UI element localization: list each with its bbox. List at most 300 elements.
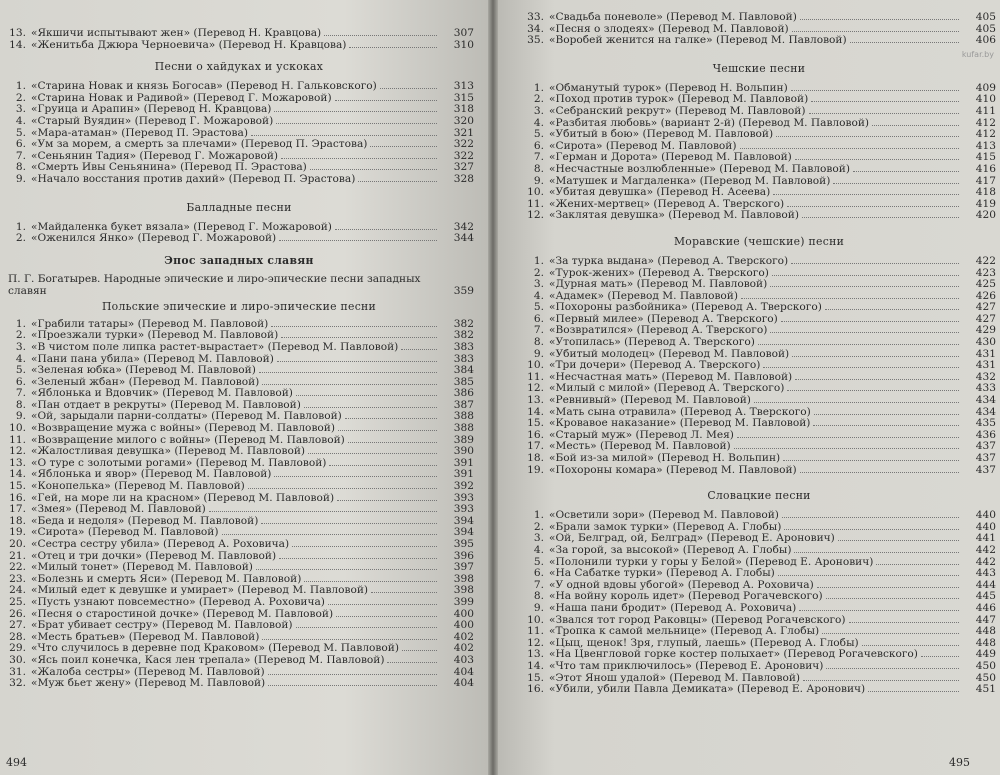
entry-page: 392 [453, 480, 474, 493]
entry-title: «Первый милее» (Перевод А. Тверского) [549, 313, 778, 325]
entry-number: 4. [533, 289, 544, 302]
page-number-left: 494 [6, 756, 27, 769]
entry-page: 393 [453, 503, 474, 516]
entry-page: 318 [453, 103, 474, 116]
toc-entry [4, 435, 474, 447]
leader-dots [853, 171, 959, 172]
leader-dots [262, 639, 437, 640]
entry-number: 19. [9, 526, 26, 539]
entry-page: 410 [975, 93, 996, 106]
entry-title: «Сеньянин Тадия» (Перевод Г. Можаровой) [31, 150, 279, 162]
entry-title: «За турка выдана» (Перевод А. Тверского) [549, 255, 789, 267]
leader-dots [370, 146, 437, 147]
entry-title: «Возвращение милого с войны» (Перевод М. Павловой) [31, 434, 345, 446]
entry-number: 35. [527, 34, 544, 47]
toc-entry [4, 330, 474, 342]
entry-title: «О туре с золотыми рогами» (Перевод М. Павловой) [31, 457, 327, 469]
leader-dots [262, 384, 437, 385]
leader-dots [274, 111, 437, 112]
leader-dots [268, 685, 437, 686]
left-page [0, 0, 492, 775]
entry-title: «Милый едет к девушке и умирает» (Перевод М. Павловой) [31, 585, 369, 597]
entry-title: «Ой, Белград, ой, Белград» (Перевод Е. Аронович) [549, 533, 835, 545]
leader-dots [850, 42, 959, 43]
entry-page: 388 [453, 422, 474, 435]
entry-title: «Оженился Янко» (Перевод Г. Можаровой) [31, 233, 277, 245]
entry-title: «Что там приключилось» (Перевод Е. Аронович) [549, 660, 824, 672]
entry-title: «Брат убивает сестру» (Перевод М. Павловой) [31, 620, 293, 632]
entry-title: «Старый Вуядин» (Перевод Г. Можаровой) [31, 115, 274, 127]
entry-title: «Проезжали турки» (Перевод М. Павловой) [31, 330, 279, 342]
entry-title: «Жалостливая девушка» (Перевод М. Павловой) [31, 446, 306, 458]
leader-dots [833, 183, 959, 184]
entry-number: 7. [533, 578, 544, 591]
leader-dots [737, 437, 959, 438]
entry-page: 405 [975, 22, 996, 35]
entry-page: 441 [975, 532, 996, 545]
entry-title: «Грабили татары» (Перевод М. Павловой) [31, 318, 269, 330]
entry-title: «Майдаленка букет вязала» (Перевод Г. Можаровой) [31, 221, 332, 233]
toc-entry [522, 176, 996, 188]
entry-page: 344 [453, 232, 474, 245]
toc-entry [4, 388, 474, 400]
toc-entry [4, 562, 474, 574]
leader-dots [868, 691, 959, 692]
leader-dots [248, 488, 437, 489]
entry-number: 25. [9, 595, 26, 608]
entry-title: «За горой, за высокой» (Перевод А. Глобы) [549, 544, 792, 556]
leader-dots [279, 558, 437, 559]
entry-title: «Убили, убили Павла Демиката» (Перевод Е. Аронович) [549, 684, 866, 696]
leader-dots [825, 309, 959, 310]
entry-page: 400 [453, 619, 474, 632]
entry-title: «Пусть узнают повсеместно» (Перевод А. Роховича) [31, 596, 325, 608]
leader-dots [838, 540, 959, 541]
entry-page: 447 [975, 613, 996, 626]
entry-number: 16. [527, 428, 544, 441]
entry-page: 427 [975, 312, 996, 325]
entry-page: 315 [453, 91, 474, 104]
toc-entry [522, 395, 996, 407]
entry-title: «Яблонька и явор» (Перевод М. Павловой) [31, 469, 272, 481]
entry-page: 398 [453, 572, 474, 585]
leader-dots [862, 645, 959, 646]
entry-title: «Жених-мертвец» (Перевод А. Тверского) [549, 198, 785, 210]
leader-dots [329, 465, 437, 466]
entry-number: 8. [533, 590, 544, 603]
entry-number: 23. [9, 572, 26, 585]
entry-title: «Убитый молодец» (Перевод М. Павловой) [549, 348, 790, 360]
toc-entry [4, 116, 474, 128]
entry-title: «На Сабатке турки» (Перевод А. Глобы) [549, 568, 775, 580]
entry-title: «Что случилось в деревне под Краковом» (Перевод М. Павловой) [31, 643, 399, 655]
entry-page: 436 [975, 428, 996, 441]
toc-entry [4, 411, 474, 423]
entry-title: «Милый тонет» (Перевод М. Павловой) [31, 562, 253, 574]
entry-number: 18. [527, 452, 544, 464]
toc-entry [4, 423, 474, 435]
toc-entry [4, 400, 474, 412]
toc-entry [522, 649, 996, 661]
leader-dots [763, 367, 959, 368]
toc-entry [522, 360, 996, 372]
entry-page: 431 [975, 347, 996, 360]
toc-entry [4, 128, 474, 140]
section-title-czech: Чешские песни [712, 61, 806, 75]
leader-dots [276, 123, 437, 124]
entry-number: 10. [527, 613, 544, 626]
entry-number: 8. [15, 161, 26, 174]
leader-dots [338, 430, 437, 431]
toc-entry [522, 106, 996, 118]
entry-number: 10. [527, 186, 544, 199]
entry-number: 30. [9, 653, 26, 666]
entry-number: 27. [9, 619, 26, 632]
leader-dots [817, 587, 959, 588]
entry-page: 327 [453, 161, 474, 174]
toc-list-polish [4, 319, 474, 690]
entry-number: 10. [9, 422, 26, 435]
entry-number: 1. [15, 80, 26, 93]
toc-entry [522, 603, 996, 615]
leader-dots [281, 337, 437, 338]
entry-number: 12. [527, 636, 544, 649]
leader-dots [209, 511, 437, 512]
entry-number: 14. [527, 659, 544, 672]
toc-entry [522, 118, 996, 130]
leader-dots [795, 159, 959, 160]
entry-title: «Несчастные возлюбленные» (Перевод М. Павловой) [549, 163, 850, 175]
entry-title: «Пани пана убила» (Перевод М. Павловой) [31, 353, 274, 365]
toc-list-continued [522, 12, 996, 47]
toc-entry [4, 222, 474, 234]
toc-entry [4, 678, 474, 690]
toc-list-haiduk [4, 81, 474, 185]
entry-number: 17. [9, 503, 26, 516]
entry-number: 4. [533, 543, 544, 556]
entry-number: 9. [533, 601, 544, 614]
toc-entry [522, 256, 996, 268]
entry-page: 415 [975, 151, 996, 164]
entry-title: «Похороны комара» (Перевод М. Павловой) [549, 464, 797, 476]
leader-dots [740, 148, 959, 149]
entry-number: 17. [527, 440, 544, 453]
leader-dots [261, 523, 437, 524]
entry-page: 383 [453, 352, 474, 365]
entry-page: 391 [453, 468, 474, 481]
entry-title: «Песня о старостиной дочке» (Перевод М. Павловой) [31, 608, 334, 620]
entry-title: «Турок-жених» (Перевод А. Тверского) [549, 267, 769, 279]
leader-dots [758, 344, 959, 345]
toc-entry [522, 591, 996, 603]
toc-entry [522, 291, 996, 303]
entry-page: 434 [975, 405, 996, 418]
entry-title: «Сестра сестру убила» (Перевод А. Роховича) [31, 539, 290, 550]
entry-page: 450 [975, 659, 996, 672]
entry-number: 6. [533, 139, 544, 152]
entry-number: 26. [9, 607, 26, 620]
entry-number: 21. [9, 549, 26, 562]
entry-page: 427 [975, 301, 996, 314]
toc-entry [4, 609, 474, 621]
toc-entry [522, 465, 996, 477]
entry-title: «Свадьба поневоле» (Перевод М. Павловой) [549, 12, 797, 23]
section-title-moravian: Моравские (чешские) песни [673, 234, 845, 248]
entry-page: 402 [453, 630, 474, 643]
entry-title: «Груица и Арапин» (Перевод Н. Кравцова) [31, 104, 272, 116]
toc-entry [4, 655, 474, 667]
entry-title: «Яблонька и Вдовчик» (Перевод М. Павловой) [31, 388, 293, 400]
entry-page: 387 [453, 398, 474, 411]
entry-number: 9. [533, 347, 544, 360]
toc-entry [522, 141, 996, 153]
entry-page: 398 [453, 584, 474, 597]
leader-dots [872, 125, 959, 126]
entry-number: 15. [9, 480, 26, 493]
entry-number: 11. [9, 433, 26, 446]
entry-page: 443 [975, 567, 996, 580]
leader-dots [348, 442, 437, 443]
entry-page: 394 [453, 514, 474, 527]
entry-number: 7. [533, 151, 544, 164]
toc-entry [4, 504, 474, 516]
toc-entry [4, 585, 474, 597]
toc-entry [4, 551, 474, 563]
entry-page: 409 [975, 81, 996, 94]
entry-number: 22. [9, 561, 26, 574]
leader-dots [324, 35, 437, 36]
entry-number: 15. [527, 671, 544, 684]
toc-entry [522, 129, 996, 141]
leader-dots [387, 662, 437, 663]
leader-dots [337, 500, 437, 501]
entry-number: 1. [533, 81, 544, 94]
entry-title: «Зеленая юбка» (Перевод М. Павловой) [31, 365, 256, 377]
entry-page: 391 [453, 456, 474, 469]
entry-title: «Женитьба Джюра Черноевича» (Перевод Н. Кравцова) [31, 39, 347, 51]
toc-entry [522, 545, 996, 557]
entry-title: «Гей, на море ли на красном» (Перевод М. Павловой) [31, 492, 335, 504]
entry-number: 8. [533, 336, 544, 349]
entry-page: 404 [453, 665, 474, 678]
entry-page: 396 [453, 549, 474, 562]
entry-page: 388 [453, 410, 474, 423]
entry-number: 34. [527, 22, 544, 35]
entry-page: 437 [975, 440, 996, 453]
entry-page: 418 [975, 186, 996, 199]
leader-dots [811, 101, 959, 102]
leader-dots [803, 680, 959, 681]
toc-entry [522, 325, 996, 337]
leader-dots [794, 552, 959, 553]
entry-title: «Жалоба сестры» (Перевод М. Павловой) [31, 666, 265, 678]
entry-page: 444 [975, 578, 996, 591]
watermark: kufar.by [961, 50, 994, 59]
toc-entry [522, 314, 996, 326]
toc-entry [4, 342, 474, 354]
toc-entry [4, 667, 474, 679]
entry-title: «Сирота» (Перевод М. Павловой) [549, 140, 737, 152]
leader-dots [279, 240, 437, 241]
leader-dots [277, 361, 437, 362]
leader-dots [296, 627, 437, 628]
toc-entry [522, 383, 996, 395]
entry-number: 14. [527, 405, 544, 418]
entry-page: 448 [975, 625, 996, 638]
leader-dots [772, 275, 959, 276]
toc-entry [522, 510, 996, 522]
leader-dots [380, 88, 437, 89]
entry-title: «Старый муж» (Перевод Л. Мея) [549, 429, 734, 441]
entry-page: 384 [453, 364, 474, 377]
entry-number: 12. [527, 209, 544, 222]
entry-title: «На войну король идет» (Перевод Рогачевского) [549, 591, 823, 603]
leader-dots [345, 418, 437, 419]
entry-title: «Старина Новак и Радивой» (Перевод Г. Можаровой) [31, 92, 332, 104]
toc-entry [522, 35, 996, 47]
leader-dots [256, 569, 437, 570]
leader-dots [281, 158, 437, 159]
entry-page: 431 [975, 359, 996, 372]
entry-page: 382 [453, 317, 474, 330]
leader-dots [328, 604, 437, 605]
toc-entry [4, 458, 474, 470]
entry-page: 310 [453, 38, 474, 51]
entry-page: 322 [453, 149, 474, 162]
leader-dots [268, 674, 437, 675]
leader-dots [271, 326, 437, 327]
entry-page: 393 [453, 491, 474, 504]
leader-dots [792, 356, 959, 357]
entry-page: 423 [975, 266, 996, 279]
toc-entry [522, 302, 996, 314]
entry-page: 417 [975, 174, 996, 187]
entry-title: «Зеленый жбан» (Перевод М. Павловой) [31, 376, 260, 388]
entry-page: 313 [453, 80, 474, 93]
entry-page: 433 [975, 382, 996, 395]
entry-page: 382 [453, 329, 474, 342]
toc-entry [4, 539, 474, 551]
toc-entry [4, 481, 474, 493]
toc-entry [4, 446, 474, 458]
leader-dots [784, 529, 959, 530]
entry-page: 450 [975, 671, 996, 684]
entry-title: «Убитая девушка» (Перевод Н. Асеева) [549, 187, 771, 199]
toc-entry [522, 626, 996, 638]
entry-number: 5. [533, 555, 544, 568]
entry-page: 406 [975, 34, 996, 47]
entry-title: «Несчастная мать» (Перевод М. Павловой) [549, 371, 793, 383]
entry-number: 29. [9, 642, 26, 655]
entry-title: «Воробей женится на галке» (Перевод М. Павловой) [549, 35, 847, 47]
leader-dots [778, 575, 959, 576]
entry-number: 5. [15, 126, 26, 139]
toc-entry [4, 139, 474, 151]
toc-entry [4, 81, 474, 93]
entry-page: 442 [975, 543, 996, 556]
leader-dots [813, 425, 959, 426]
page-number-right: 495 [949, 756, 970, 769]
toc-entry [4, 377, 474, 389]
leader-dots [310, 169, 437, 170]
entry-page: 394 [453, 526, 474, 539]
toc-list-czech [522, 83, 996, 222]
toc-entry [522, 407, 996, 419]
entry-number: 7. [533, 324, 544, 337]
toc-entry [522, 12, 996, 24]
toc-entry [4, 527, 474, 539]
entry-title: «Болезнь и смерть Яси» (Перевод М. Павловой) [31, 573, 302, 585]
entry-number: 7. [15, 387, 26, 400]
toc-entry [4, 632, 474, 644]
toc-entry [4, 93, 474, 105]
entry-page: 429 [975, 324, 996, 337]
entry-title: «Возвращение мужа с войны» (Перевод М. Павловой) [31, 423, 335, 435]
entry-page: 426 [975, 289, 996, 302]
entry-title: «Старина Новак и князь Богосав» (Перевод Н. Гальковского) [31, 81, 377, 93]
section-title-polish: Польские эпические и лиро-эпические песни [101, 299, 377, 313]
entry-title: «Герман и Дорота» (Перевод М. Павловой) [549, 152, 792, 164]
leader-dots [754, 402, 959, 403]
entry-page: 390 [453, 445, 474, 458]
leader-dots [292, 546, 437, 547]
entry-title: «Три дочери» (Перевод А. Тверского) [549, 360, 761, 372]
entry-number: 13. [527, 394, 544, 407]
entry-number: 9. [15, 172, 26, 185]
toc-entry [4, 365, 474, 377]
leader-dots [776, 136, 959, 137]
entry-number: 2. [533, 93, 544, 106]
leader-dots [876, 564, 959, 565]
entry-page: 442 [975, 555, 996, 568]
entry-page: 402 [453, 642, 474, 655]
toc-entry [522, 418, 996, 430]
entry-title: «Тропка к самой мельнице» (Перевод А. Глобы) [549, 626, 820, 638]
leader-dots [308, 453, 437, 454]
entry-number: 3. [15, 340, 26, 353]
entry-page: 451 [975, 683, 996, 696]
entry-page: 440 [975, 520, 996, 533]
entry-title: «Утопилась» (Перевод А. Тверского) [549, 337, 755, 349]
entry-page: 437 [975, 463, 996, 476]
toc-entry [522, 199, 996, 211]
leader-dots [921, 656, 959, 657]
toc-entry [4, 104, 474, 116]
entry-title: «Ум за морем, а смерть за плечами» (Перевод П. Эрастова) [31, 139, 368, 151]
right-page [494, 0, 1000, 775]
leader-dots [787, 390, 959, 391]
entry-title: «У одной вдовы убогой» (Перевод А. Роховича) [549, 579, 814, 591]
entry-number: 11. [527, 370, 544, 383]
toc-entry [522, 337, 996, 349]
entry-number: 24. [9, 584, 26, 597]
entry-title: «Милый с милой» (Перевод А. Тверского) [549, 383, 785, 395]
entry-title: «Поход против турок» (Перевод М. Павловой) [549, 94, 809, 106]
entry-number: 28. [9, 630, 26, 643]
leader-dots [814, 414, 959, 415]
leader-dots [781, 321, 959, 322]
leader-dots [734, 448, 959, 449]
entry-page: 420 [975, 209, 996, 222]
entry-title: «Мать сына отравила» (Перевод А. Тверского) [549, 406, 811, 418]
entry-number: 4. [15, 114, 26, 127]
leader-dots [304, 581, 437, 582]
entry-title: «Бой из-за милой» (Перевод Н. Вольпин) [549, 453, 781, 464]
entry-page: 397 [453, 561, 474, 574]
entry-number: 10. [527, 359, 544, 372]
entry-title: «Наша пани бродит» (Перевод А. Роховича) [549, 602, 797, 614]
leader-dots [802, 217, 959, 218]
